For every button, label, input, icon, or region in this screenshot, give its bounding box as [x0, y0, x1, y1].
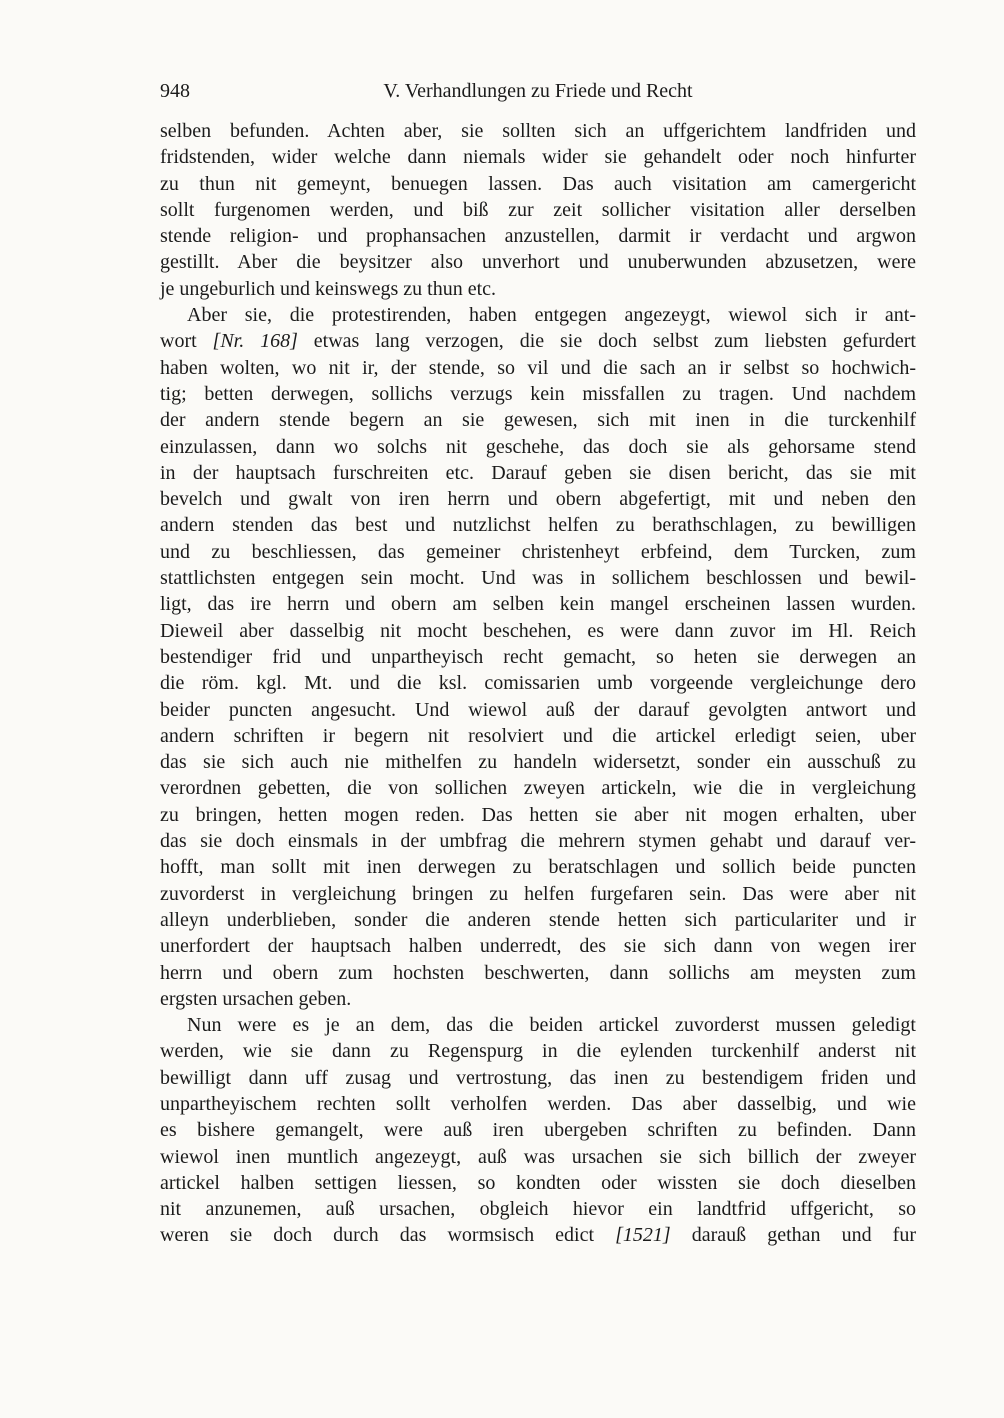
- text-segment: stattlichsten entgegen sein mocht. Und was in sollichem beschlossen und bewil-: [160, 567, 916, 590]
- text-line: [160, 407, 916, 433]
- text-line: [160, 249, 916, 275]
- running-title: V. Verhandlungen zu Friede und Recht: [383, 80, 693, 102]
- text-line: [160, 512, 916, 538]
- text-segment: alleyn underblieben, sonder die anderen stende hetten sich particulariter und ir: [160, 908, 916, 931]
- text-segment: die röm. kgl. Mt. und die ksl. comissarien umb vorgeende vergleichunge dero: [160, 672, 916, 695]
- text-line: [160, 775, 916, 801]
- text-segment: wort: [160, 330, 213, 353]
- text-line: [160, 328, 916, 354]
- text-line: [160, 118, 916, 144]
- paragraph: [160, 118, 916, 302]
- text-segment: bestendiger frid und unpartheyisch recht gemacht, so heten sie derwegen an: [160, 645, 916, 668]
- text-segment: der andern stende begern an sie gewesen, sich mit inen in die turckenhilf: [160, 409, 916, 432]
- text-segment: Dieweil aber dasselbig nit mocht beschehen, es were dann zuvor im Hl. Reich: [160, 619, 916, 642]
- text-segment: herrn und obern zum hochsten beschwerten, dann sollichs am meysten zum: [160, 961, 916, 984]
- text-segment: beider puncten angesucht. Und wiewol auß der darauf gevolgten antwort und: [160, 698, 916, 721]
- text-line: [160, 276, 916, 302]
- text-line: [160, 618, 916, 644]
- text-line: [160, 881, 916, 907]
- text-line: [160, 1091, 916, 1117]
- paragraph: [160, 1012, 916, 1249]
- text-segment: bevelch und gwalt von iren herrn und obern abgefertigt, mit und neben den: [160, 488, 916, 511]
- text-line: [160, 591, 916, 617]
- text-line: [160, 223, 916, 249]
- text-segment: artickel halben settigen liessen, so kondten oder wissten sie doch dieselben: [160, 1171, 916, 1194]
- page-number: 948: [160, 80, 190, 102]
- text-segment: gestillt. Aber die beysitzer also unverhort und unuberwunden abzusetzen, were: [160, 251, 916, 274]
- text-line: [160, 565, 916, 591]
- text-segment: ergsten ursachen geben.: [160, 987, 352, 1010]
- text-segment: haben wolten, wo nit ir, der stende, so vil und die sach an ir selbst so hochwich-: [160, 356, 916, 379]
- text-line: [160, 854, 916, 880]
- text-segment: nit anzunemen, auß ursachen, obgleich hievor ein landtfrid uffgericht, so: [160, 1198, 916, 1221]
- text-segment: etwas lang verzogen, die sie doch selbst zum liebsten gefurdert: [297, 330, 916, 353]
- text-segment: einzulassen, dann wo solchs nit geschehe, das doch sie als gehorsame stend: [160, 435, 916, 458]
- text-line: [160, 144, 916, 170]
- text-line: [160, 434, 916, 460]
- text-line: [160, 302, 916, 328]
- text-segment: das sie doch einsmals in der umbfrag die mehrern stymen gehabt und darauf ver-: [160, 830, 916, 853]
- paragraph: [160, 302, 916, 1012]
- text-line: [160, 828, 916, 854]
- editorial-reference: [Nr. 168]: [212, 330, 298, 353]
- text-line: [160, 355, 916, 381]
- text-segment: andern schriften ir begern nit resolviert und die artickel erledigt seien, uber: [160, 724, 916, 747]
- text-line: [160, 933, 916, 959]
- text-line: [160, 1196, 916, 1222]
- text-line: [160, 197, 916, 223]
- text-segment: und zu beschliessen, das gemeiner christenheyt erbfeind, dem Turcken, zum: [160, 540, 916, 563]
- text-segment: hofft, man sollt mit inen derwegen zu beratschlagen und sollich beide puncten: [160, 856, 916, 879]
- text-segment: unpartheyischem rechten sollt verholfen werden. Das aber dasselbig, und wie: [160, 1092, 916, 1115]
- text-line: [160, 723, 916, 749]
- text-segment: stende religion- und prophansachen anzustellen, darmit ir verdacht und argwon: [160, 225, 916, 248]
- text-segment: Aber sie, die protestirenden, haben entgegen angezeygt, wiewol sich ir ant-: [187, 304, 916, 327]
- editorial-reference: [1521]: [615, 1224, 671, 1247]
- text-line: [160, 1222, 916, 1248]
- text-segment: sollt furgenomen werden, und biß zur zeit sollicher visitation aller derselben: [160, 198, 916, 221]
- text-line: [160, 1144, 916, 1170]
- text-segment: selben befunden. Achten aber, sie sollten sich an uffgerichtem landfriden und: [160, 120, 916, 142]
- text-line: [160, 697, 916, 723]
- text-line: [160, 460, 916, 486]
- text-line: [160, 1012, 916, 1038]
- text-line: [160, 1170, 916, 1196]
- text-segment: je ungeburlich und keinswegs zu thun etc.: [160, 277, 497, 300]
- text-line: [160, 539, 916, 565]
- text-line: [160, 986, 916, 1012]
- text-segment: das sie sich auch nie mithelfen zu handeln widersetzt, sonder ein ausschuß zu: [160, 751, 916, 774]
- text-segment: in der hauptsach furschreiten etc. Darauf geben sie disen bericht, das sie mit: [160, 461, 916, 484]
- text-line: [160, 171, 916, 197]
- text-segment: ligt, das ire herrn und obern am selben kein mangel erscheinen lassen wurden.: [160, 593, 916, 616]
- text-line: [160, 644, 916, 670]
- text-segment: andern stenden das best und nutzlichst helfen zu berathschlagen, zu bewilligen: [160, 514, 916, 537]
- text-segment: verordnen gebetten, die von sollichen zweyen artickeln, wie die in vergleichung: [160, 777, 916, 800]
- text-segment: tig; betten derwegen, sollichs verzugs kein missfallen zu tragen. Und nachdem: [160, 382, 916, 405]
- text-segment: bewilligt dann uff zusag und vertrostung, das inen zu bestendigem friden und: [160, 1066, 916, 1089]
- text-segment: es bishere gemangelt, were auß iren ubergeben schriften zu befinden. Dann: [160, 1119, 916, 1142]
- text-line: [160, 381, 916, 407]
- text-line: [160, 1065, 916, 1091]
- page-header: [160, 78, 916, 104]
- text-line: [160, 1117, 916, 1143]
- text-segment: Nun were es je an dem, das die beiden artickel zuvorderst mussen geledigt: [187, 1014, 916, 1037]
- text-line: [160, 1038, 916, 1064]
- text-segment: zu bringen, hetten mogen reden. Das hetten sie aber nit mogen erhalten, uber: [160, 803, 916, 826]
- text-segment: unerfordert der hauptsach halben underredt, des sie sich dann von wegen irer: [160, 935, 916, 958]
- text-block: [160, 118, 916, 1249]
- text-segment: werden, wie sie dann zu Regenspurg in die eylenden turckenhilf anderst nit: [160, 1040, 916, 1063]
- text-line: [160, 802, 916, 828]
- text-line: [160, 670, 916, 696]
- text-segment: zu thun nit gemeynt, benuegen lassen. Das auch visitation am camergericht: [160, 172, 916, 195]
- text-segment: darauß gethan und fur: [670, 1224, 916, 1247]
- text-line: [160, 749, 916, 775]
- text-line: [160, 486, 916, 512]
- text-line: [160, 907, 916, 933]
- text-line: [160, 960, 916, 986]
- text-segment: weren sie doch durch das wormsisch edict: [160, 1224, 616, 1247]
- text-segment: wiewol inen muntlich angezeygt, auß was ursachen sie sich billich der zweyer: [160, 1145, 916, 1168]
- text-segment: fridstenden, wider welche dann niemals wider sie gehandelt oder noch hinfurter: [160, 146, 916, 169]
- text-segment: zuvorderst in vergleichung bringen zu helfen furgefaren sein. Das were aber nit: [160, 882, 916, 905]
